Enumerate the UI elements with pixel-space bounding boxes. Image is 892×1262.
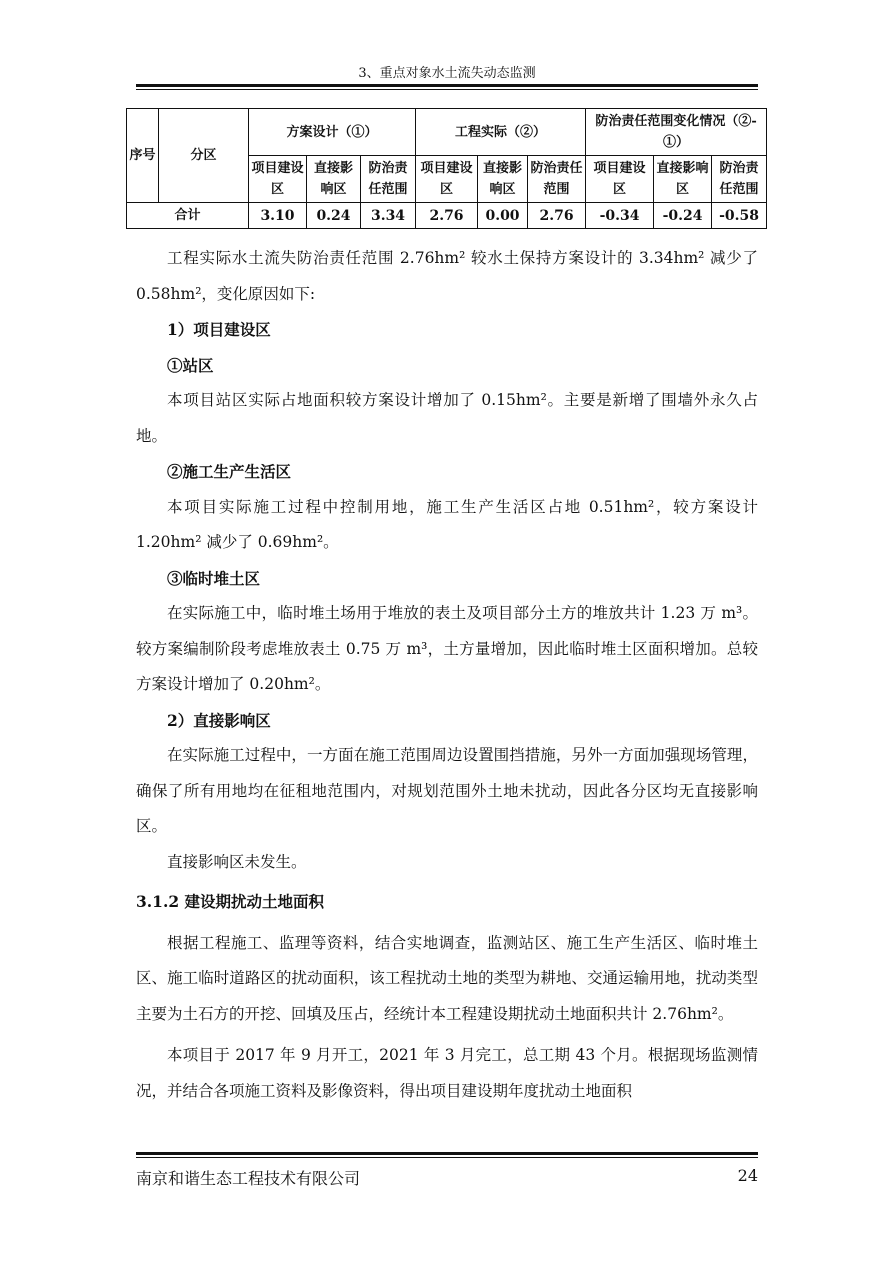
body-text [136,241,758,1109]
paragraph: 本项目站区实际占地面积较方案设计增加了 0.15hm²。主要是新增了围墙外永久占地。 [136,391,758,445]
paragraph: 根据工程施工、监理等资料，结合实地调查，监测站区、施工生产生活区、临时堆土区、施工临时道路区的扰动面积，该工程扰动土地的类型为耕地、交通运输用地，扰动类型主要为土石方的开挖、回填及压占，经统计本工程建设期扰动土地面积共计 2.76hm²。 [136,933,758,1023]
page-number: 24 [737,1166,758,1185]
total-label: 合计 [127,203,249,229]
subheader-cell: 直接影响区 [654,156,712,203]
subheading-construction-area: 1）项目建设区 [167,320,271,339]
total-value: 2.76 [528,203,586,229]
total-value: -0.34 [586,203,654,229]
paragraph: 在实际施工过程中，一方面在施工范围周边设置围挡措施，另外一方面加强现场管理，确保了所有用地均在征租地范围内，对规划范围外土地未扰动，因此各分区均无直接影响区。 [136,746,758,835]
subheading-construction-living: ②施工生产生活区 [167,462,292,481]
total-value: 0.24 [307,203,361,229]
header-zone: 分区 [159,109,249,203]
subheader-cell: 防治责任范围 [361,156,416,203]
total-value: -0.24 [654,203,712,229]
paragraph: 本项目于 2017 年 9 月开工，2021 年 3 月完工，总工期 43 个月。根据现场监测情况，并结合各项施工资料及影像资料，得出项目建设期年度扰动土地面积 [136,1046,758,1100]
header-rule-thin [136,89,758,90]
subheader-cell: 项目建设区 [416,156,478,203]
subheading-station: ①站区 [167,355,214,375]
subheader-cell: 直接影响区 [307,156,361,203]
header-change: 防治责任范围变化情况（②-①） [586,109,767,156]
section-heading: 3.1.2 建设期扰动土地面积 [136,892,325,911]
subheader-cell: 项目建设区 [249,156,307,203]
footer-rule-thin [136,1157,758,1158]
total-value: 3.34 [361,203,416,229]
table-row-total [127,203,767,229]
paragraph: 本项目实际施工过程中控制用地，施工生产生活区占地 0.51hm²，较方案设计 1.20hm² 减少了 0.69hm²。 [136,497,758,551]
subheader-cell: 防治责任范围 [712,156,767,203]
header-seq: 序号 [127,109,159,203]
subheading-direct-impact: 2）直接影响区 [167,710,271,730]
total-value: 2.76 [416,203,478,229]
paragraph: 工程实际水土流失防治责任范围 2.76hm² 较水土保持方案设计的 3.34hm² 减少了 0.58hm²，变化原因如下: [136,249,758,303]
responsibility-range-table [126,108,767,229]
footer-company: 南京和谐生态工程技术有限公司 [136,1169,361,1188]
subheading-temp-stockpile: ③临时堆土区 [167,568,261,588]
footer-rule-thick [136,1152,758,1155]
total-value: -0.58 [712,203,767,229]
header-rule-thick [136,84,758,87]
total-value: 0.00 [478,203,528,229]
paragraph: 在实际施工中，临时堆土场用于堆放的表土及项目部分土方的堆放共计 1.23 万 m³。较方案编制阶段考虑堆放表土 0.75 万 m³，土方量增加，因此临时堆土区面积增加。总较方案设计增加了 0.20hm²。 [136,604,758,693]
subheader-cell: 防治责任范围 [528,156,586,203]
total-value: 3.10 [249,203,307,229]
header-plan: 方案设计（①） [249,109,416,156]
paragraph: 直接影响区未发生。 [167,852,307,871]
subheader-cell: 直接影响区 [478,156,528,203]
header-actual: 工程实际（②） [416,109,586,156]
subheader-cell: 项目建设区 [586,156,654,203]
running-header: 3、重点对象水土流失动态监测 [358,66,536,81]
